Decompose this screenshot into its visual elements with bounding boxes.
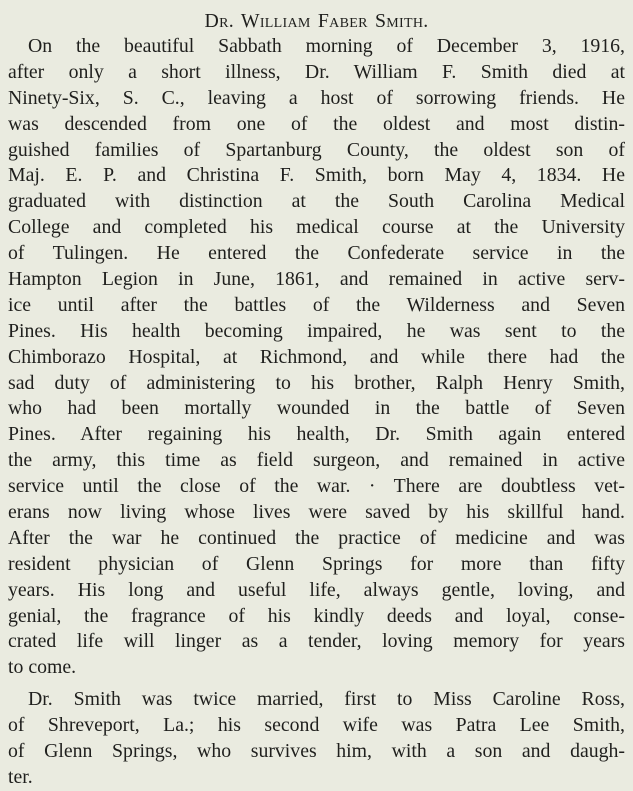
text-line: years. His long and useful life, always gentle, loving, and — [8, 578, 625, 601]
obituary-paragraph-2 — [8, 687, 625, 791]
text-line: Pines. After regaining his health, Dr. Smith again entered — [8, 423, 625, 446]
obituary-paragraph-1 — [8, 34, 625, 681]
obituary-title: Dr. William Faber Smith. — [204, 10, 429, 32]
text-line: to come. — [8, 656, 77, 679]
text-line: graduated with distinction at the South Carolina Medical — [8, 190, 625, 213]
text-line: Chimborazo Hospital, at Richmond, and while there had the — [8, 345, 625, 368]
text-line: service until the close of the war. · There are doubtless vet- — [8, 475, 625, 498]
text-line: of Shreveport, La.; his second wife was Patra Lee Smith, — [8, 714, 625, 737]
text-line: erans now living whose lives were saved by his skillful hand. — [8, 501, 625, 524]
text-line: crated life will linger as a tender, loving memory for years — [8, 630, 625, 653]
text-line: sad duty of administering to his brother, Ralph Henry Smith, — [8, 371, 625, 394]
text-line: after only a short illness, Dr. William F. Smith died at — [8, 60, 625, 83]
text-line: Ninety-Six, S. C., leaving a host of sorrowing friends. He — [8, 86, 625, 109]
text-line: ice until after the battles of the Wilderness and Seven — [8, 293, 625, 316]
text-line: resident physician of Glenn Springs for more than fifty — [8, 552, 625, 575]
text-line: Maj. E. P. and Christina F. Smith, born May 4, 1834. He — [8, 164, 625, 187]
text-line: Hampton Legion in June, 1861, and remained in active serv- — [8, 268, 625, 291]
text-line: College and completed his medical course at the University — [8, 216, 625, 239]
text-line: guished families of Spartanburg County, the oldest son of — [8, 138, 625, 161]
cropped-top-text — [0, 0, 633, 4]
text-line: genial, the fragrance of his kindly deeds and loyal, conse- — [8, 604, 625, 627]
text-line: Pines. His health becoming impaired, he was sent to the — [8, 319, 625, 342]
text-line: of Tulingen. He entered the Confederate service in the — [8, 242, 625, 265]
text-line: the army, this time as field surgeon, and remained in active — [8, 449, 625, 472]
text-line: ter. — [8, 765, 33, 788]
text-line: After the war he continued the practice of medicine and was — [8, 526, 625, 549]
text-line: was descended from one of the oldest and most distin- — [8, 112, 625, 135]
text-line: who had been mortally wounded in the battle of Seven — [8, 397, 625, 420]
text-line: of Glenn Springs, who survives him, with a son and daugh- — [8, 740, 625, 763]
text-line: Dr. Smith was twice married, first to Miss Caroline Ross, — [28, 688, 625, 711]
text-line: On the beautiful Sabbath morning of December 3, 1916, — [28, 35, 625, 57]
